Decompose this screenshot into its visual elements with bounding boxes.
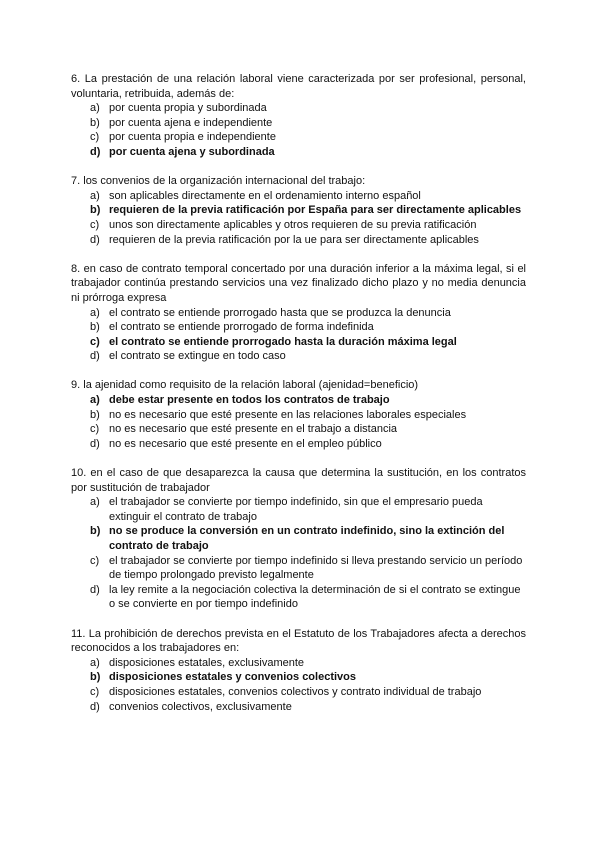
question-10 [71,466,526,612]
option-text: el trabajador se convierte por tiempo indefinido si lleva prestando servicio un período de tiempo prolongado previsto legalmente [109,554,523,582]
answer-option [71,408,526,423]
option-text: requieren de la previa ratificación por España para ser directamente aplicables [109,204,522,217]
option-text: el contrato se entiende prorrogado hasta la duración máxima legal [109,335,457,348]
answer-option-correct [71,524,526,553]
answer-option [71,422,526,437]
answer-option [71,685,526,700]
question-number: 8. [71,262,81,275]
question-7 [71,174,526,247]
option-letter: b) [90,116,100,129]
answer-option [71,583,526,612]
question-statement: en el caso de que desaparezca la causa que determina la sustitución, en los contratos por sustitución de trabajador [71,467,526,494]
option-text: el trabajador se convierte por tiempo indefinido, sin que el empresario pueda extinguir el contrato de trabajo [109,496,483,523]
question-text [71,262,526,306]
answer-option [71,218,526,233]
answer-options [71,101,526,159]
option-letter: b) [90,525,101,538]
option-letter: c) [90,554,100,567]
option-letter: a) [90,102,100,115]
answer-options [71,393,526,451]
answer-option-correct [71,203,526,218]
option-text: la ley remite a la negociación colectiva la determinación de si el contrato se extingue o se convierte en por tiempo indefinido [109,583,521,611]
option-text: por cuenta ajena y subordinada [109,145,275,158]
option-letter: d) [90,145,101,158]
answer-option-correct [71,670,526,685]
option-text: son aplicables directamente en el ordenamiento interno español [109,189,421,202]
option-letter: b) [90,204,101,217]
option-letter: a) [90,189,100,202]
answer-option [71,349,526,364]
answer-option-correct [71,335,526,350]
option-letter: c) [90,685,100,698]
answer-options [71,306,526,364]
answer-options [71,656,526,714]
answer-options [71,495,526,612]
option-letter: a) [90,306,100,319]
option-text: el contrato se extingue en todo caso [109,350,286,363]
option-text: no es necesario que esté presente en el empleo público [109,437,382,450]
question-text [71,627,526,656]
question-statement: La prohibición de derechos prevista en el Estatuto de los Trabajadores afecta a derechos reconocidos a los trabajadores en: [71,627,526,655]
option-letter: d) [90,583,100,596]
option-text: no se produce la conversión en un contrato indefinido, sino la extinción del contrato de trabajo [109,525,505,552]
option-text: por cuenta propia e independiente [109,131,276,144]
question-statement: la ajenidad como requisito de la relación laboral (ajenidad=beneficio) [83,379,419,392]
question-text [71,466,526,495]
option-text: no es necesario que esté presente en las relaciones laborales especiales [109,408,467,421]
option-letter: d) [90,700,100,713]
question-number: 6. [71,73,81,85]
option-text: requieren de la previa ratificación por la ue para ser directamente aplicables [109,233,479,246]
option-text: no es necesario que esté presente en el trabajo a distancia [109,423,398,436]
answer-options [71,189,526,247]
option-text: disposiciones estatales, exclusivamente [109,656,305,669]
option-letter: b) [90,671,101,684]
option-text: el contrato se entiende prorrogado hasta que se produzca la denuncia [109,306,451,319]
option-letter: c) [90,218,100,231]
question-number: 11. [71,627,86,640]
option-letter: b) [90,408,100,421]
option-letter: b) [90,321,100,334]
answer-option [71,554,526,583]
option-letter: c) [90,335,100,348]
option-letter: d) [90,350,100,363]
option-text: por cuenta ajena e independiente [109,116,273,129]
answer-option [71,189,526,204]
answer-option [71,320,526,335]
question-number: 7. [71,175,81,188]
answer-option [71,116,526,131]
option-letter: a) [90,496,100,509]
option-text: unos son directamente aplicables y otros requieren de su previa ratificación [109,218,477,231]
question-number: 10. [71,467,87,480]
answer-option [71,437,526,452]
question-statement: en caso de contrato temporal concertado por una duración inferior a la máxima legal, si el trabajador continúa prestando servicios una vez finalizado dicho plazo y no media denuncia ni prórroga expresa [71,262,526,304]
question-statement: los convenios de la organización internacional del trabajo: [83,175,366,188]
option-letter: d) [90,233,100,246]
option-letter: a) [90,656,100,669]
option-letter: d) [90,437,100,450]
option-letter: a) [90,394,100,407]
document-page [71,72,526,729]
question-11 [71,627,526,715]
question-text [71,378,526,393]
option-letter: c) [90,423,100,436]
option-text: disposiciones estatales, convenios colectivos y contrato individual de trabajo [109,685,482,698]
question-6 [71,72,526,160]
question-text [71,174,526,189]
question-8 [71,262,526,364]
option-text: debe estar presente en todos los contratos de trabajo [109,394,390,407]
question-9 [71,378,526,451]
answer-option [71,656,526,671]
question-text [71,72,526,101]
option-letter: c) [90,131,100,144]
option-text: convenios colectivos, exclusivamente [109,700,292,713]
option-text: el contrato se entiende prorrogado de forma indefinida [109,321,374,334]
answer-option [71,700,526,715]
question-number: 9. [71,379,81,392]
answer-option [71,306,526,321]
option-text: por cuenta propia y subordinada [109,102,267,115]
answer-option [71,495,526,524]
answer-option [71,233,526,248]
option-text: disposiciones estatales y convenios colectivos [109,671,356,684]
answer-option [71,130,526,145]
answer-option-correct [71,145,526,160]
answer-option-correct [71,393,526,408]
answer-option [71,101,526,116]
question-statement: La prestación de una relación laboral viene caracterizada por ser profesional, personal, voluntaria, retribuida, además de: [71,73,526,100]
